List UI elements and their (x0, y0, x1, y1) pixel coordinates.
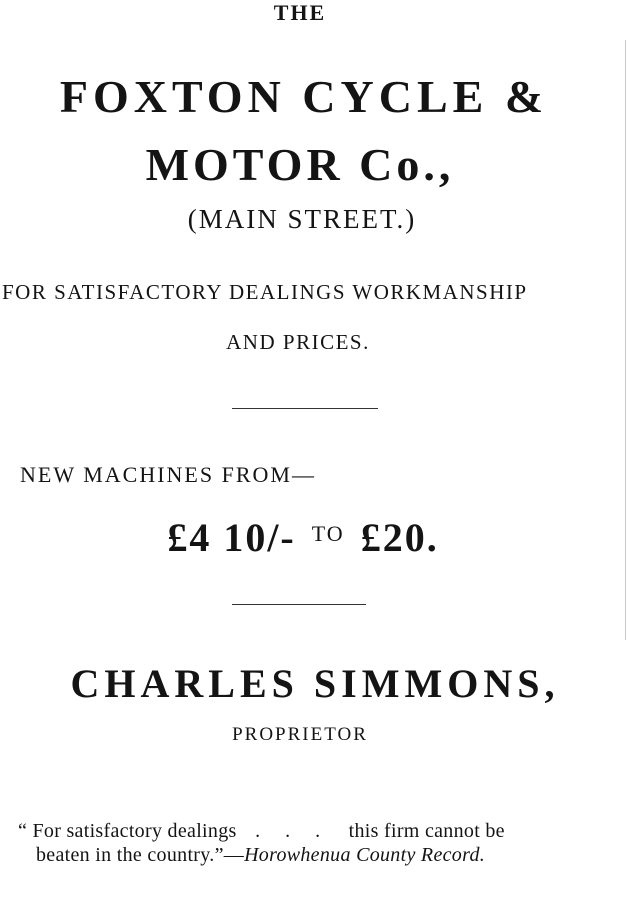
testimonial-end: this firm cannot be (348, 820, 505, 842)
testimonial-line-1 (18, 820, 618, 843)
divider-rule (232, 604, 366, 605)
testimonial-ellipsis: . . . (255, 820, 331, 842)
price-low: £4 10/- (167, 515, 296, 560)
page-edge-shadow (625, 40, 626, 640)
new-machines-label: NEW MACHINES FROM— (20, 462, 316, 487)
testimonial-source: Horowhenua County Record. (244, 844, 486, 866)
testimonial-line-2 (36, 844, 616, 867)
company-name-line-2: MOTOR Co., (145, 139, 455, 190)
proprietor-title: PROPRIETOR (232, 724, 368, 745)
divider-rule (232, 408, 378, 409)
company-name-line-1: FOXTON CYCLE & (59, 71, 549, 122)
proprietor-name: CHARLES SIMMONS, (70, 661, 560, 706)
tagline-line-2: AND PRICES. (226, 330, 370, 354)
company-address: (MAIN STREET.) (187, 204, 417, 234)
tagline-line-1: FOR SATISFACTORY DEALINGS WORKMANSHIP (2, 280, 528, 304)
price-to: TO (311, 521, 345, 546)
testimonial-start: “ For satisfactory dealings (18, 820, 237, 842)
testimonial-continuation: beaten in the country.”— (36, 844, 245, 866)
price-range (0, 514, 606, 561)
heading-the: THE (273, 0, 327, 25)
price-high: £20. (360, 515, 439, 560)
